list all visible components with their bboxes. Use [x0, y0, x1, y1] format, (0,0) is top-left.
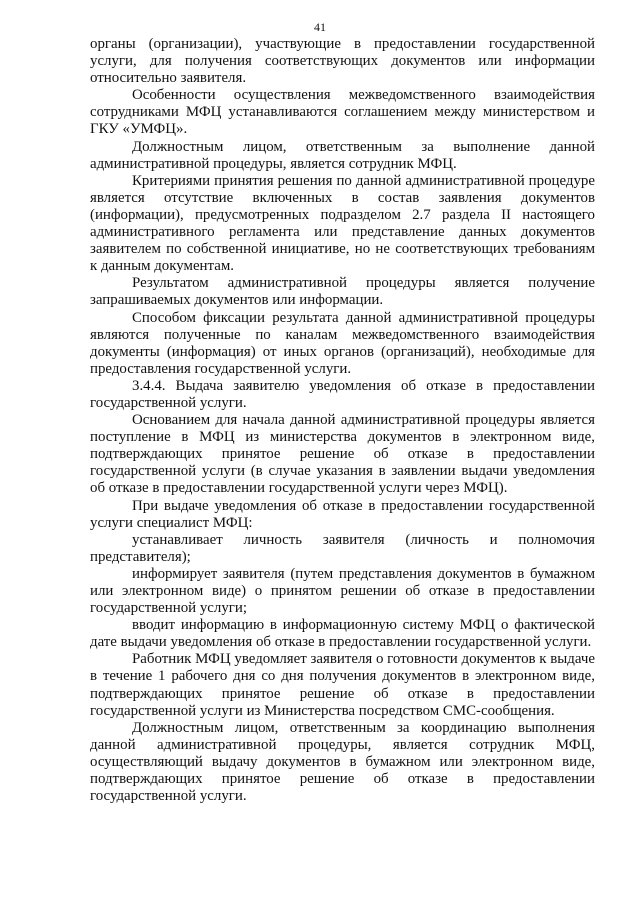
paragraph-sms-notification: Работник МФЦ уведомляет заявителя о готовности документов к выдаче в течение 1 рабочего дня со дня получения документов в электронном виде, подтверждающих принятое решение об отказе в предоставлении государственной услуги из Министерства посредством СМС-сообщения.: [90, 651, 595, 719]
paragraph-procedure-result: Результатом административной процедуры является получение запрашиваемых документов или информации.: [90, 275, 595, 309]
page-number: 41: [314, 20, 326, 34]
paragraph-interaction-features: Особенности осуществления межведомственного взаимодействия сотрудниками МФЦ устанавливаются соглашением между министерством и ГКУ «УМФЦ».: [90, 87, 595, 138]
paragraph-responsible-official: Должностным лицом, ответственным за выполнение данной административной процедуры, является сотрудник МФЦ.: [90, 138, 595, 172]
paragraph-decision-criteria: Критериями принятия решения по данной административной процедуре является отсутствие включенных в состав заявления документов (информации), предусмотренных подразделом 2.7 раздела II настоящего административного регламента или представление данных документов заявителем по собственной инициативе, но не соответствующих требованиям к данным документам.: [90, 172, 595, 275]
list-item-enter-information: вводит информацию в информационную систему МФЦ о фактической дате выдачи уведомления об отказе в предоставлении государственной услуги.: [90, 617, 595, 651]
list-item-identify-applicant: устанавливает личность заявителя (личность и полномочия представителя);: [90, 531, 595, 565]
document-body: [90, 36, 595, 805]
list-item-inform-applicant: информирует заявителя (путем представления документов в бумажном или электронном виде) о принятом решении об отказе в предоставлении государственной услуги;: [90, 565, 595, 617]
section-heading-3-4-4: 3.4.4. Выдача заявителю уведомления об отказе в предоставлении государственной услуги.: [90, 377, 595, 411]
paragraph-procedure-basis: Основанием для начала данной административной процедуры является поступление в МФЦ из министерства документов в электронном виде, подтверждающих принятое решение об отказе в предоставлении государственной услуги (в случае указания в заявлении выдачи уведомления об отказе в предоставлении государственной услуги через МФЦ).: [90, 412, 595, 497]
paragraph-result-recording: Способом фиксации результата данной административной процедуры являются полученные по каналам межведомственного взаимодействия документы (информация) от иных органов (организаций), необходимые для предоставления государственной услуги.: [90, 309, 595, 377]
paragraph-continuation: органы (организации), участвующие в предоставлении государственной услуги, для получения соответствующих документов или информации относительно заявителя.: [90, 36, 595, 87]
paragraph-specialist-actions-intro: При выдаче уведомления об отказе в предоставлении государственной услуги специалист МФЦ:: [90, 497, 595, 531]
paragraph-coordination-official: Должностным лицом, ответственным за координацию выполнения данной административной процедуры, является сотрудник МФЦ, осуществляющий выдачу документов в бумажном или электронном виде, подтверждающих принятое решение об отказе в предоставлении государственной услуги.: [90, 719, 595, 805]
